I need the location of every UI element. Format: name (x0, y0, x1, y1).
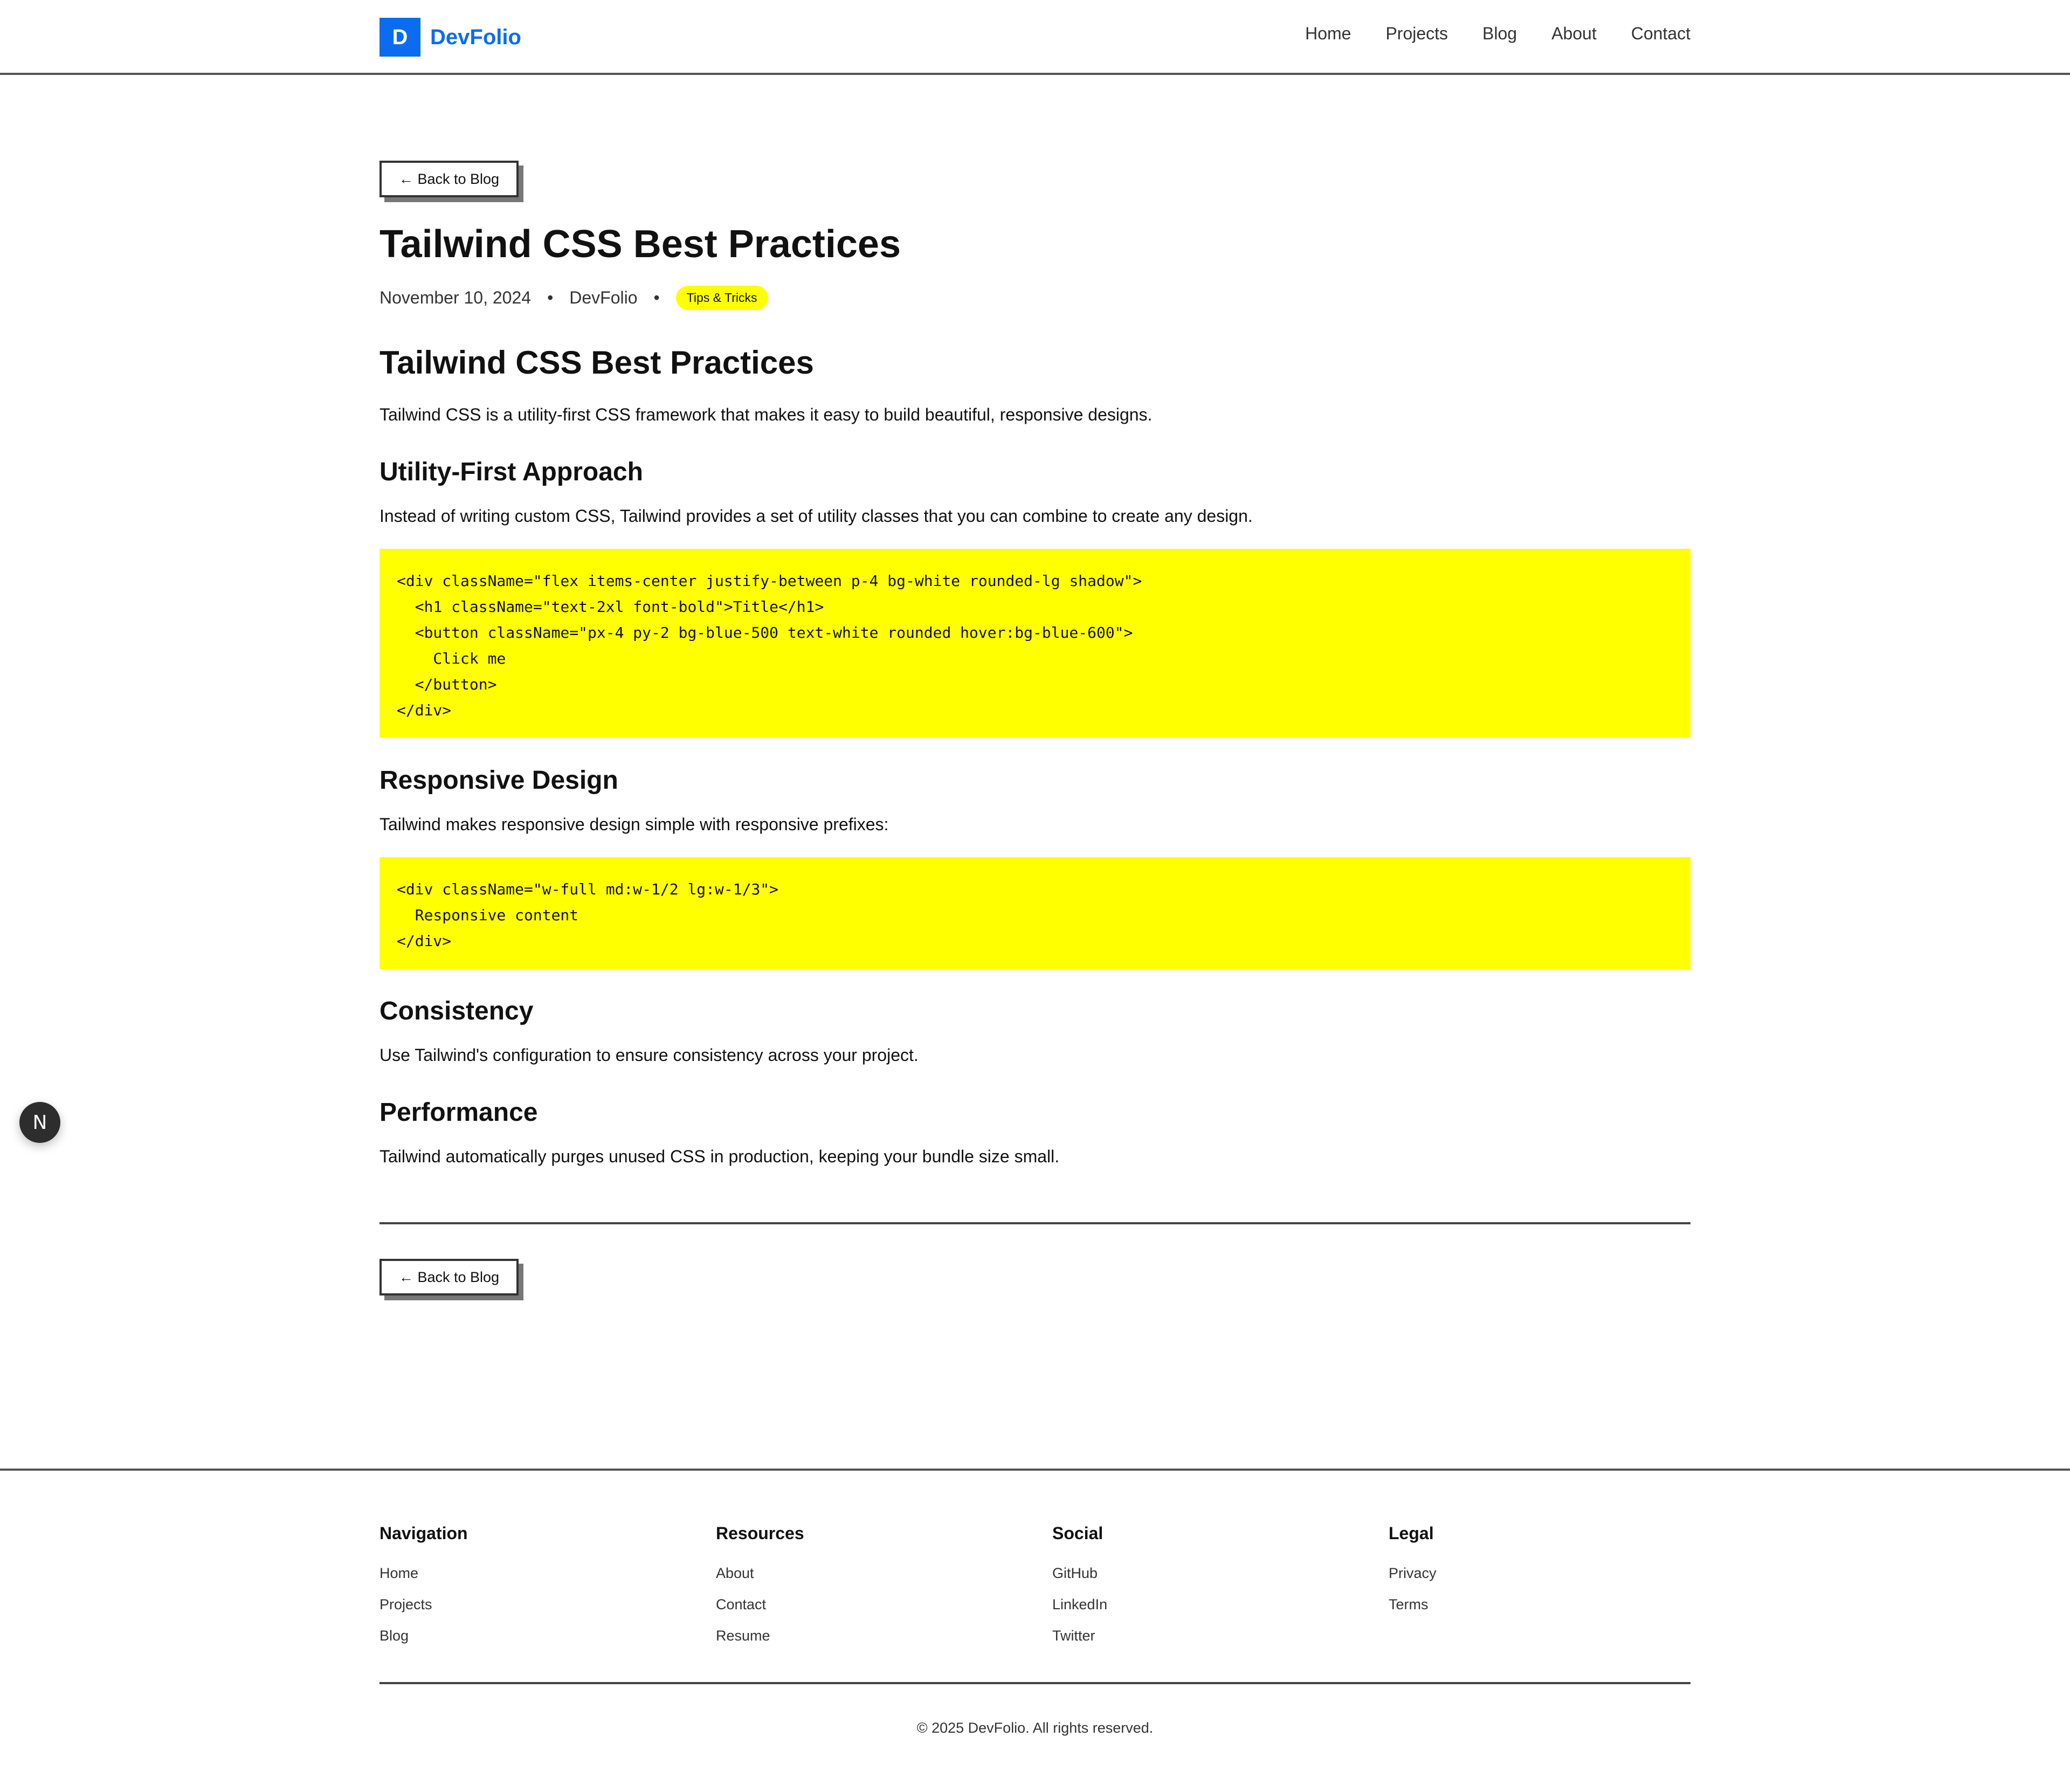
section-text-consistency: Use Tailwind's configuration to ensure consistency across your project. (380, 1045, 919, 1065)
footer-heading: Resources (716, 1524, 804, 1543)
footer-link-home[interactable]: Home (380, 1565, 419, 1581)
footer-link-resume[interactable]: Resume (716, 1628, 770, 1644)
footer-column-legal (1389, 1524, 1437, 1628)
section-text-responsive: Tailwind makes responsive design simple with responsive prefixes: (380, 815, 889, 834)
footer-column-social (1052, 1524, 1107, 1659)
footer-bottom-divider (380, 1682, 1690, 1684)
nav-blog[interactable]: Blog (1482, 24, 1517, 43)
footer-link-contact[interactable]: Contact (716, 1596, 767, 1612)
meta-separator: • (547, 288, 554, 307)
nav-home[interactable]: Home (1305, 24, 1351, 43)
content-divider (380, 1222, 1690, 1224)
footer-link-blog[interactable]: Blog (380, 1628, 409, 1644)
section-heading-consistency: Consistency (380, 997, 534, 1025)
site-header (0, 0, 2070, 75)
back-to-blog-button-bottom[interactable]: ← Back to Blog (380, 1259, 519, 1295)
back-to-blog-button[interactable]: ← Back to Blog (380, 161, 519, 197)
post-date: November 10, 2024 (380, 288, 532, 307)
nav-contact[interactable]: Contact (1631, 24, 1690, 43)
nav-about[interactable]: About (1551, 24, 1597, 43)
footer-link-linkedin[interactable]: LinkedIn (1052, 1596, 1108, 1612)
footer-link-terms[interactable]: Terms (1389, 1596, 1429, 1612)
footer-link-about[interactable]: About (716, 1565, 754, 1581)
footer-link-projects[interactable]: Projects (380, 1596, 432, 1612)
footer-divider (0, 1469, 2070, 1471)
section-heading-responsive: Responsive Design (380, 766, 618, 795)
brand-logo[interactable] (380, 18, 521, 57)
footer-heading: Legal (1389, 1524, 1434, 1543)
post-meta (380, 286, 768, 310)
brand-name: DevFolio (430, 25, 521, 49)
footer-link-twitter[interactable]: Twitter (1052, 1628, 1095, 1644)
footer-heading: Navigation (380, 1524, 468, 1543)
footer-link-github[interactable]: GitHub (1052, 1565, 1098, 1581)
copyright-text: © 2025 DevFolio. All rights reserved. (916, 1720, 1154, 1736)
nav-projects[interactable]: Projects (1385, 24, 1448, 43)
section-heading-performance: Performance (380, 1098, 538, 1127)
code-block-responsive: <div className="w-full md:w-1/2 lg:w-1/3"> Responsive content </div> (380, 857, 1690, 969)
meta-separator: • (653, 288, 660, 307)
footer-column-navigation (380, 1524, 468, 1659)
logo-mark: D (380, 18, 420, 57)
next-devtools-icon[interactable]: N (19, 1102, 60, 1143)
main-nav (1305, 24, 1690, 44)
post-author: DevFolio (569, 288, 638, 307)
section-text-utility-first: Instead of writing custom CSS, Tailwind provides a set of utility classes that you can combine to create any design. (380, 506, 1253, 526)
footer-heading: Social (1052, 1524, 1103, 1543)
content-heading: Tailwind CSS Best Practices (380, 344, 814, 381)
footer-column-resources (716, 1524, 804, 1659)
post-tag-badge[interactable]: Tips & Tricks (676, 286, 768, 310)
intro-paragraph: Tailwind CSS is a utility-first CSS framework that makes it easy to build beautiful, responsive designs. (380, 405, 1153, 424)
footer-link-privacy[interactable]: Privacy (1389, 1565, 1437, 1581)
post-title: Tailwind CSS Best Practices (380, 223, 901, 266)
code-block-example: <div className="flex items-center justify-between p-4 bg-white rounded-lg shadow"> <h1 className="text-2xl font-bold">Title</h1> <button className="px-4 py-2 bg-blue-500 text-white rounded hover:bg-blue-600"> Click me </button> </div> (380, 549, 1690, 738)
section-heading-utility-first: Utility-First Approach (380, 458, 643, 486)
section-text-performance: Tailwind automatically purges unused CSS in production, keeping your bundle size small. (380, 1147, 1060, 1166)
